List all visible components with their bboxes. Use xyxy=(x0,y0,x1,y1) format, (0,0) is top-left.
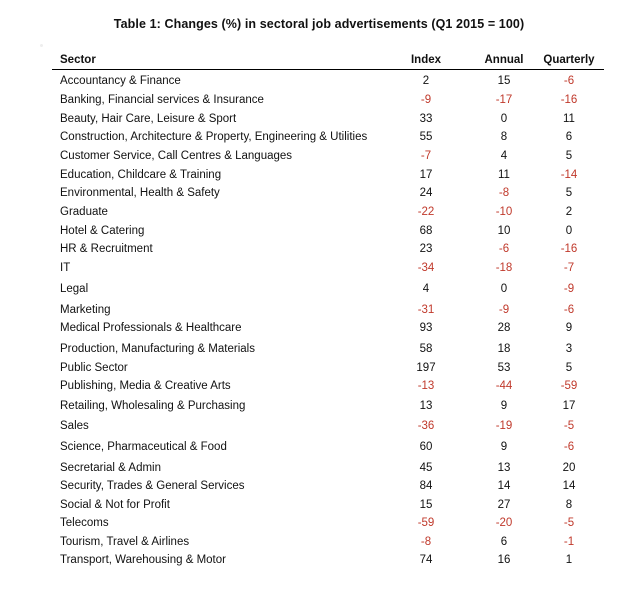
cell-index: 15 xyxy=(419,499,433,511)
cell-quarterly: -5 xyxy=(563,420,575,432)
table-row xyxy=(52,459,604,477)
cell-sector: Retailing, Wholesaling & Purchasing xyxy=(60,400,246,412)
table-row xyxy=(52,166,604,184)
cell-annual: 53 xyxy=(497,362,511,374)
cell-sector: Marketing xyxy=(60,304,111,316)
cell-annual: -6 xyxy=(498,243,510,255)
cell-annual: -20 xyxy=(495,517,513,529)
cell-index: 55 xyxy=(419,131,433,143)
cell-quarterly: 20 xyxy=(562,462,576,474)
cell-index: -34 xyxy=(417,262,435,274)
table-row xyxy=(52,110,604,128)
table-row xyxy=(52,91,604,109)
scan-speck xyxy=(40,44,43,47)
cell-quarterly: 5 xyxy=(565,150,573,162)
cell-index: 45 xyxy=(419,462,433,474)
cell-sector: Social & Not for Profit xyxy=(60,499,170,511)
cell-quarterly: -9 xyxy=(563,283,575,295)
table-row xyxy=(52,551,604,569)
table-row xyxy=(52,72,604,90)
cell-index: -36 xyxy=(417,420,435,432)
table-title: Table 1: Changes (%) in sectoral job advertisements (Q1 2015 = 100) xyxy=(113,17,525,31)
cell-index: -31 xyxy=(417,304,435,316)
cell-quarterly: -16 xyxy=(560,94,578,106)
table-row xyxy=(52,438,604,456)
table-row xyxy=(52,359,604,377)
cell-quarterly: -6 xyxy=(563,441,575,453)
cell-index: -13 xyxy=(417,380,435,392)
cell-index: 33 xyxy=(419,113,433,125)
cell-annual: 27 xyxy=(497,499,511,511)
cell-annual: -17 xyxy=(495,94,513,106)
cell-quarterly: -16 xyxy=(560,243,578,255)
cell-quarterly: 3 xyxy=(565,343,573,355)
cell-index: 93 xyxy=(419,322,433,334)
cell-quarterly: 17 xyxy=(562,400,576,412)
cell-quarterly: 2 xyxy=(565,206,573,218)
cell-annual: 8 xyxy=(500,131,508,143)
cell-index: 197 xyxy=(416,362,436,374)
cell-index: 23 xyxy=(419,243,433,255)
cell-sector: Accountancy & Finance xyxy=(60,75,181,87)
cell-quarterly: -6 xyxy=(563,75,575,87)
cell-sector: Customer Service, Call Centres & Languages xyxy=(60,150,293,162)
cell-sector: Construction, Architecture & Property, Engineering & Utilities xyxy=(60,131,368,143)
cell-index: 74 xyxy=(419,554,433,566)
cell-quarterly: 5 xyxy=(565,362,573,374)
cell-sector: Graduate xyxy=(60,206,108,218)
table-row xyxy=(52,377,604,395)
cell-index: 60 xyxy=(419,441,433,453)
table-row xyxy=(52,533,604,551)
cell-annual: 0 xyxy=(500,113,508,125)
cell-annual: -19 xyxy=(495,420,513,432)
cell-sector: Production, Manufacturing & Materials xyxy=(60,343,255,355)
cell-sector: HR & Recruitment xyxy=(60,243,153,255)
cell-annual: 15 xyxy=(497,75,511,87)
table-row xyxy=(52,280,604,298)
cell-quarterly: 1 xyxy=(565,554,573,566)
cell-quarterly: 11 xyxy=(563,113,575,125)
cell-annual: -18 xyxy=(495,262,513,274)
cell-annual: 4 xyxy=(500,150,508,162)
cell-sector: Telecoms xyxy=(60,517,109,529)
cell-sector: Secretarial & Admin xyxy=(60,462,161,474)
cell-sector: IT xyxy=(60,262,71,274)
cell-sector: Sales xyxy=(60,420,89,432)
job-ads-table xyxy=(52,51,604,566)
cell-index: 68 xyxy=(419,225,433,237)
cell-index: 13 xyxy=(419,400,433,412)
header-sector: Sector xyxy=(60,54,96,66)
cell-quarterly: -59 xyxy=(560,380,578,392)
cell-quarterly: -6 xyxy=(563,304,575,316)
cell-annual: 13 xyxy=(497,462,511,474)
cell-index: 58 xyxy=(419,343,433,355)
cell-index: -7 xyxy=(420,150,432,162)
table-row xyxy=(52,477,604,495)
table-row xyxy=(52,514,604,532)
cell-quarterly: 6 xyxy=(565,131,573,143)
cell-annual: 6 xyxy=(500,536,508,548)
cell-quarterly: -14 xyxy=(560,169,578,181)
cell-sector: Public Sector xyxy=(60,362,128,374)
cell-sector: Environmental, Health & Safety xyxy=(60,187,220,199)
cell-quarterly: -1 xyxy=(563,536,575,548)
table-row xyxy=(52,128,604,146)
table-row xyxy=(52,203,604,221)
table-row xyxy=(52,240,604,258)
cell-quarterly: 14 xyxy=(562,480,576,492)
cell-index: -8 xyxy=(420,536,432,548)
cell-sector: Security, Trades & General Services xyxy=(60,480,245,492)
cell-annual: 16 xyxy=(497,554,511,566)
table-row xyxy=(52,184,604,202)
table-row xyxy=(52,397,604,415)
header-annual: Annual xyxy=(484,54,524,66)
cell-quarterly: 8 xyxy=(565,499,573,511)
table-row xyxy=(52,222,604,240)
cell-index: 2 xyxy=(422,75,430,87)
cell-annual: 18 xyxy=(497,343,511,355)
cell-sector: Hotel & Catering xyxy=(60,225,145,237)
cell-annual: 10 xyxy=(497,225,511,237)
cell-annual: 9 xyxy=(500,400,508,412)
cell-quarterly: 0 xyxy=(565,225,573,237)
cell-index: -22 xyxy=(417,206,435,218)
cell-quarterly: -7 xyxy=(563,262,575,274)
cell-sector: Tourism, Travel & Airlines xyxy=(60,536,190,548)
header-index: Index xyxy=(410,54,442,66)
table-header-row xyxy=(52,51,604,70)
header-quarterly: Quarterly xyxy=(543,54,595,66)
cell-sector: Science, Pharmaceutical & Food xyxy=(60,441,227,453)
cell-quarterly: 9 xyxy=(565,322,573,334)
cell-sector: Publishing, Media & Creative Arts xyxy=(60,380,231,392)
table-row xyxy=(52,147,604,165)
table-row xyxy=(52,496,604,514)
table-row xyxy=(52,259,604,277)
cell-quarterly: -5 xyxy=(563,517,575,529)
cell-index: 24 xyxy=(419,187,433,199)
cell-annual: -9 xyxy=(498,304,510,316)
cell-annual: -8 xyxy=(498,187,510,199)
table-row xyxy=(52,319,604,337)
cell-index: -59 xyxy=(417,517,435,529)
cell-sector: Transport, Warehousing & Motor xyxy=(60,554,226,566)
cell-annual: 9 xyxy=(500,441,508,453)
cell-annual: -10 xyxy=(495,206,513,218)
cell-annual: 0 xyxy=(500,283,508,295)
cell-sector: Medical Professionals & Healthcare xyxy=(60,322,242,334)
table-row xyxy=(52,340,604,358)
table-row xyxy=(52,301,604,319)
cell-index: 84 xyxy=(419,480,433,492)
cell-annual: 11 xyxy=(498,169,510,181)
cell-annual: 14 xyxy=(497,480,511,492)
cell-sector: Legal xyxy=(60,283,89,295)
cell-annual: -44 xyxy=(495,380,513,392)
table-row xyxy=(52,417,604,435)
cell-index: -9 xyxy=(420,94,432,106)
cell-sector: Beauty, Hair Care, Leisure & Sport xyxy=(60,113,237,125)
cell-annual: 28 xyxy=(497,322,511,334)
cell-sector: Education, Childcare & Training xyxy=(60,169,222,181)
cell-index: 4 xyxy=(422,283,430,295)
cell-quarterly: 5 xyxy=(565,187,573,199)
cell-sector: Banking, Financial services & Insurance xyxy=(60,94,264,106)
cell-index: 17 xyxy=(419,169,433,181)
